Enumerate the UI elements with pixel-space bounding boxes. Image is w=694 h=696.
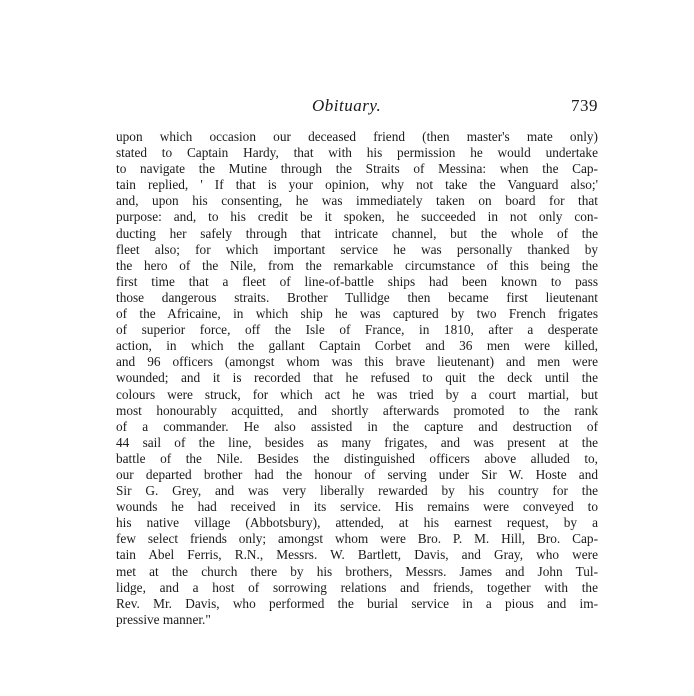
text-line: and, upon his consenting, he was immediately taken on board for that xyxy=(116,193,598,209)
text-line: our departed brother had the honour of serving under Sir W. Hoste and xyxy=(116,466,598,482)
text-line: upon which occasion our deceased friend (then master's mate only) xyxy=(116,129,598,144)
text-line: stated to Captain Hardy, that with his permission he would undertake xyxy=(116,145,598,161)
text-line: colours were struck, for which act he was tried by a court martial, but xyxy=(116,386,598,402)
text-line: the hero of the Nile, from the remarkable circumstance of this being the xyxy=(116,257,598,273)
page-number: 739 xyxy=(571,96,598,115)
text-line: and 96 officers (amongst whom was this brave lieutenant) and men were xyxy=(116,354,598,370)
text-line: Sir G. Grey, and was very liberally rewarded by his country for the xyxy=(116,483,598,499)
text-line: tain replied, ' If that is your opinion, why not take the Vanguard also;' xyxy=(116,177,598,193)
text-line: of the Africaine, in which ship he was captured by two French frigates xyxy=(116,306,598,322)
text-line: wounded; and it is recorded that he refused to quit the deck until the xyxy=(116,370,598,386)
text-line: met at the church there by his brothers, Messrs. James and John Tul- xyxy=(116,563,598,579)
text-line: first time that a fleet of line-of-battle ships had been known to pass xyxy=(116,273,598,289)
text-line: battle of the Nile. Besides the distinguished officers above alluded to, xyxy=(116,450,598,466)
text-line: ducting her safely through that intricate channel, but the whole of the xyxy=(116,225,598,241)
text-line: lidge, and a host of sorrowing relations and friends, together with the xyxy=(116,579,598,595)
text-line: his native village (Abbotsbury), attended, at his earnest request, by a xyxy=(116,515,598,531)
text-line: tain Abel Ferris, R.N., Messrs. W. Bartlett, Davis, and Gray, who were xyxy=(116,547,598,563)
text-line: to navigate the Mutine through the Straits of Messina: when the Cap- xyxy=(116,161,598,177)
text-line: pressive manner." xyxy=(116,611,211,627)
text-line: 44 sail of the line, besides as many frigates, and was present at the xyxy=(116,434,598,450)
text-line: most honourably acquitted, and shortly afterwards promoted to the rank xyxy=(116,402,598,418)
text-line: of superior force, off the Isle of France, in 1810, after a desperate xyxy=(116,322,598,338)
obituary-body xyxy=(116,129,598,628)
text-line: wounds he had received in its service. His remains were conveyed to xyxy=(116,499,598,515)
running-title: Obituary. xyxy=(312,96,382,115)
page-header xyxy=(116,96,598,120)
text-line: those dangerous straits. Brother Tullidge then became first lieutenant xyxy=(116,289,598,305)
text-line: purpose: and, to his credit be it spoken, he succeeded in not only con- xyxy=(116,209,598,225)
text-line: action, in which the gallant Captain Corbet and 36 men were killed, xyxy=(116,338,598,354)
text-line: of a commander. He also assisted in the capture and destruction of xyxy=(116,418,598,434)
text-line: few select friends only; amongst whom were Bro. P. M. Hill, Bro. Cap- xyxy=(116,531,598,547)
text-line: Rev. Mr. Davis, who performed the burial service in a pious and im- xyxy=(116,595,598,611)
text-line: fleet also; for which important service he was personally thanked by xyxy=(116,241,598,257)
